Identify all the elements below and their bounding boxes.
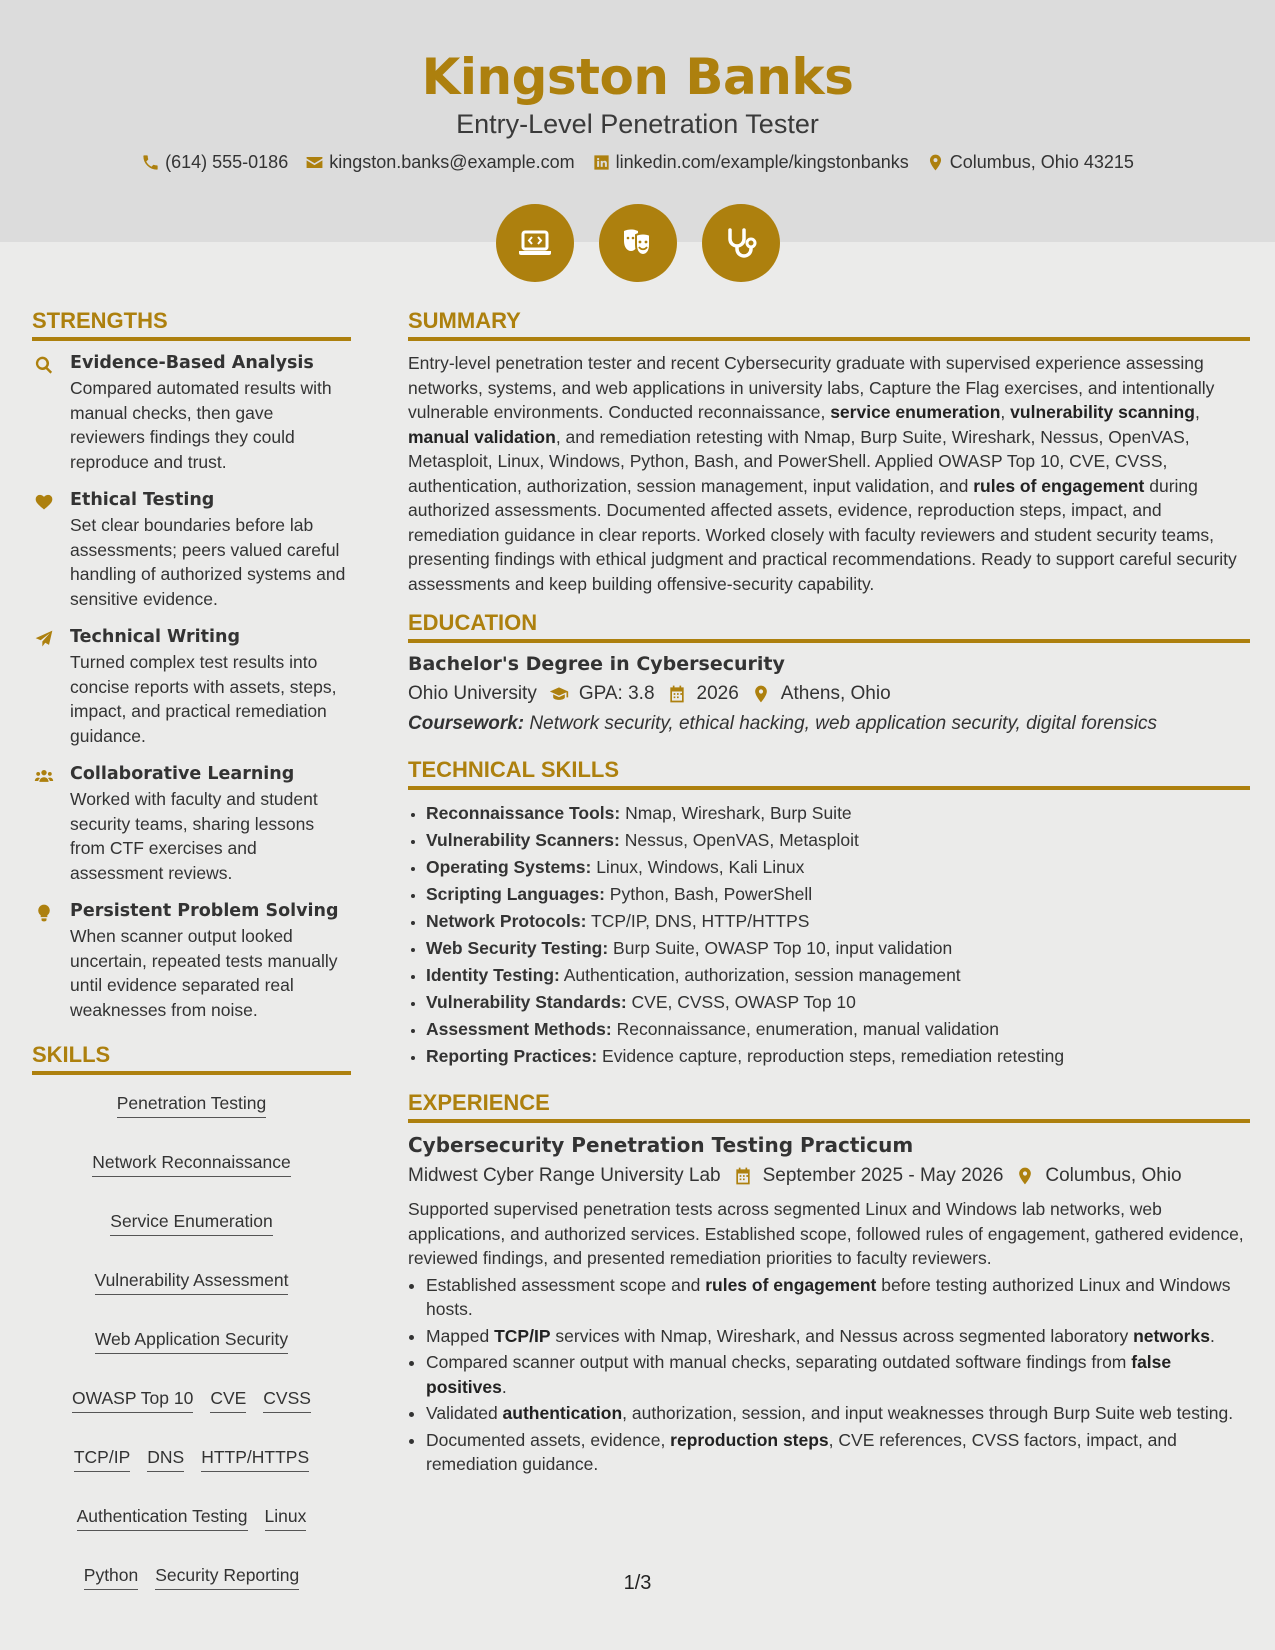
strength-desc: Worked with faculty and student security teams, sharing lessons from CTF exercises and assessment reviews. bbox=[70, 789, 318, 883]
skill-value: Nessus, OpenVAS, Metasploit bbox=[624, 830, 859, 850]
envelope-icon bbox=[305, 153, 324, 172]
experience-location: Columbus, Ohio bbox=[1045, 1165, 1182, 1186]
strength-title: Technical Writing bbox=[70, 627, 241, 647]
strength-title: Persistent Problem Solving bbox=[70, 901, 339, 921]
right-column bbox=[408, 308, 1250, 1479]
list-item: • Documented assets, evidence, reproduction steps, CVE references, CVSS factors, impact, and remediation guidance. bbox=[426, 1428, 1250, 1477]
contact-phone[interactable] bbox=[141, 152, 288, 173]
experience-description: Supported supervised penetration tests across segmented Linux and Windows lab networks, web applications, and authorized services. Established scope, followed rules of engagement, gathered evidence, reviewed findings, and presented remediation priorities to faculty reviewers. bbox=[408, 1199, 1244, 1268]
emphasis-text: TCP/IP bbox=[494, 1325, 551, 1346]
skill-label: Identity Testing: bbox=[426, 965, 560, 985]
left-column bbox=[32, 308, 351, 1590]
list-item bbox=[426, 854, 1250, 881]
graduation-year: 2026 bbox=[696, 683, 739, 704]
school-location: Athens, Ohio bbox=[780, 683, 891, 704]
skill-chip: Authentication Testing bbox=[77, 1504, 248, 1531]
skill-chip: CVE bbox=[210, 1386, 246, 1413]
list-item: • Validated authentication, authorization, session, and input weaknesses through Burp Suite web testing. bbox=[426, 1401, 1250, 1426]
search-icon bbox=[34, 355, 54, 375]
list-item bbox=[426, 827, 1250, 854]
experience-bullets bbox=[408, 1273, 1250, 1477]
linkedin-text: linkedin.com/example/kingstonbanks bbox=[615, 152, 909, 172]
list-item bbox=[426, 935, 1250, 962]
skill-chip: CVSS bbox=[263, 1386, 311, 1413]
strength-item bbox=[32, 351, 351, 474]
skill-value: CVE, CVSS, OWASP Top 10 bbox=[631, 992, 856, 1012]
gpa: GPA: 3.8 bbox=[578, 683, 655, 704]
strength-title: Collaborative Learning bbox=[70, 764, 295, 784]
strength-item bbox=[32, 762, 351, 885]
list-item: • Mapped TCP/IP services with Nmap, Wireshark, and Nessus across segmented laboratory networks. bbox=[426, 1324, 1250, 1349]
linkedin-icon bbox=[592, 153, 611, 172]
list-item bbox=[426, 1043, 1250, 1070]
users-icon bbox=[34, 766, 54, 786]
calendar-icon bbox=[733, 1166, 753, 1186]
list-item bbox=[426, 989, 1250, 1016]
list-item bbox=[426, 908, 1250, 935]
contact-linkedin[interactable] bbox=[592, 152, 909, 173]
skill-label: Web Security Testing: bbox=[426, 938, 609, 958]
degree-title: Bachelor's Degree in Cybersecurity bbox=[408, 653, 785, 675]
skills-section bbox=[32, 1042, 351, 1590]
emphasis-text: vulnerability scanning bbox=[1010, 402, 1195, 422]
skill-value: Nmap, Wireshark, Burp Suite bbox=[625, 803, 852, 823]
skill-value: Evidence capture, reproduction steps, remediation retesting bbox=[602, 1046, 1065, 1066]
list-item bbox=[426, 800, 1250, 827]
emphasis-text: rules of engagement bbox=[973, 475, 1145, 496]
skill-chip: OWASP Top 10 bbox=[72, 1386, 193, 1413]
stethoscope-icon bbox=[702, 204, 780, 282]
summary-text: Entry-level penetration tester and recent Cybersecurity graduate with supervised experience assessing networks, systems, and web applications in university labs, Capture the Flag exercises, and intentionally vulnerable environments. Conducted reconnaissance, service enumeration, vulnerability scanning, manual validation, and remediation retesting with Nmap, Burp Suite, Wireshark, Nessus, OpenVAS, Metasploit, Linux, Windows, Python, Bash, and PowerShell. Applied OWASP Top 10, CVE, CVSS, authentication, authorization, session management, input validation, and rules of engagement during authorized assessments. Documented affected assets, evidence, reproduction steps, impact, and remediation guidance in clear reports. Worked closely with faculty reviewers and student security teams, presenting findings with ethical judgment and practical recommendations. Ready to support careful security assessments and keep building offensive-security capability. bbox=[408, 353, 1237, 594]
phone-text: (614) 555-0186 bbox=[165, 152, 289, 172]
skills-chip-list bbox=[32, 1085, 351, 1590]
contact-bar bbox=[0, 152, 1275, 173]
emphasis-text: false positives bbox=[426, 1352, 1172, 1397]
organization: Midwest Cyber Range University Lab bbox=[408, 1165, 721, 1186]
list-item bbox=[426, 1016, 1250, 1043]
strength-desc: When scanner output looked uncertain, repeated tests manually until evidence separated real weaknesses from noise. bbox=[70, 926, 338, 1020]
skill-chip: Vulnerability Assessment bbox=[95, 1268, 289, 1295]
emphasis-text: authentication bbox=[502, 1403, 623, 1423]
laptop-code-icon bbox=[496, 204, 574, 282]
skill-chip: Penetration Testing bbox=[117, 1091, 267, 1118]
skill-value: TCP/IP, DNS, HTTP/HTTPS bbox=[591, 911, 810, 931]
summary-section bbox=[408, 308, 1250, 596]
school-name: Ohio University bbox=[408, 683, 537, 704]
strength-desc: Turned complex test results into concise reports with assets, steps, impact, and practical remediation guidance. bbox=[70, 652, 337, 746]
email-text: kingston.banks@example.com bbox=[329, 152, 575, 172]
map-pin-icon bbox=[1015, 1166, 1035, 1186]
emphasis-text: service enumeration bbox=[830, 402, 1001, 422]
strength-desc: Compared automated results with manual checks, then gave reviewers findings they could reproduce and trust. bbox=[70, 378, 332, 472]
technical-skills-heading: TECHNICAL SKILLS bbox=[408, 757, 1250, 790]
strength-item bbox=[32, 899, 351, 1022]
emphasis-text: manual validation bbox=[408, 426, 556, 447]
skill-label: Reporting Practices: bbox=[426, 1046, 598, 1066]
education-heading: EDUCATION bbox=[408, 610, 1250, 643]
theater-masks-icon bbox=[599, 204, 677, 282]
skill-chip: DNS bbox=[147, 1445, 184, 1472]
emphasis-text: networks bbox=[1133, 1325, 1210, 1346]
strength-title: Ethical Testing bbox=[70, 490, 215, 510]
skill-label: Reconnaissance Tools: bbox=[426, 803, 621, 823]
paper-plane-icon bbox=[34, 629, 54, 649]
education-section bbox=[408, 610, 1250, 735]
experience-heading: EXPERIENCE bbox=[408, 1090, 1250, 1123]
skill-chip: Network Reconnaissance bbox=[92, 1150, 290, 1177]
badge-row bbox=[0, 204, 1275, 282]
list-item bbox=[426, 881, 1250, 908]
location-text: Columbus, Ohio 43215 bbox=[949, 152, 1134, 172]
technical-skills-list bbox=[408, 800, 1250, 1070]
strengths-section bbox=[32, 308, 351, 1022]
page-number: 1/3 bbox=[623, 1572, 652, 1594]
skill-value: Python, Bash, PowerShell bbox=[609, 884, 813, 904]
map-pin-icon bbox=[751, 684, 771, 704]
skill-label: Assessment Methods: bbox=[426, 1019, 612, 1039]
skill-chip: TCP/IP bbox=[74, 1445, 130, 1472]
strength-title: Evidence-Based Analysis bbox=[70, 353, 314, 373]
list-item bbox=[426, 962, 1250, 989]
heart-icon bbox=[34, 492, 54, 512]
skills-heading: SKILLS bbox=[32, 1042, 351, 1075]
skill-chip: Linux bbox=[265, 1504, 307, 1531]
role-title: Cybersecurity Penetration Testing Practicum bbox=[408, 1133, 914, 1157]
strength-desc: Set clear boundaries before lab assessments; peers valued careful handling of authorized systems and sensitive evidence. bbox=[70, 515, 346, 609]
strengths-heading: STRENGTHS bbox=[32, 308, 351, 341]
summary-heading: SUMMARY bbox=[408, 308, 1250, 341]
emphasis-text: rules of engagement bbox=[705, 1274, 877, 1295]
skill-label: Scripting Languages: bbox=[426, 884, 605, 904]
employment-dates: September 2025 - May 2026 bbox=[762, 1165, 1004, 1186]
list-item: • Established assessment scope and rules of engagement before testing authorized Linux and Windows hosts. bbox=[426, 1273, 1250, 1322]
list-item: • Compared scanner output with manual checks, separating outdated software findings from false positives. bbox=[426, 1350, 1250, 1399]
skill-label: Operating Systems: bbox=[426, 857, 592, 877]
lightbulb-icon bbox=[34, 903, 54, 923]
skill-value: Linux, Windows, Kali Linux bbox=[596, 857, 805, 877]
coursework-label: Coursework: bbox=[408, 713, 525, 734]
contact-email[interactable] bbox=[305, 152, 574, 173]
skill-value: Burp Suite, OWASP Top 10, input validation bbox=[613, 938, 953, 958]
strength-item bbox=[32, 488, 351, 611]
emphasis-text: reproduction steps bbox=[670, 1429, 829, 1450]
coursework-text: Network security, ethical hacking, web application security, digital forensics bbox=[529, 713, 1158, 734]
skill-label: Network Protocols: bbox=[426, 911, 587, 931]
strength-item bbox=[32, 625, 351, 748]
skill-chip: Service Enumeration bbox=[110, 1209, 272, 1236]
contact-location bbox=[926, 152, 1134, 173]
skill-chip: Security Reporting bbox=[155, 1563, 299, 1590]
skill-value: Reconnaissance, enumeration, manual validation bbox=[616, 1019, 999, 1039]
graduation-cap-icon bbox=[549, 684, 569, 704]
experience-section bbox=[408, 1090, 1250, 1477]
map-pin-icon bbox=[926, 153, 945, 172]
skill-chip: HTTP/HTTPS bbox=[201, 1445, 309, 1472]
skill-chip: Web Application Security bbox=[95, 1327, 288, 1354]
skill-label: Vulnerability Standards: bbox=[426, 992, 627, 1012]
phone-icon bbox=[141, 153, 160, 172]
skill-value: Authentication, authorization, session management bbox=[563, 965, 961, 985]
skill-label: Vulnerability Scanners: bbox=[426, 830, 620, 850]
job-title: Entry-Level Penetration Tester bbox=[456, 109, 819, 139]
education-meta bbox=[408, 683, 1250, 705]
experience-meta bbox=[408, 1165, 1250, 1187]
coursework bbox=[408, 713, 1250, 735]
calendar-icon bbox=[667, 684, 687, 704]
skill-chip: Python bbox=[84, 1563, 138, 1590]
technical-skills-section bbox=[408, 757, 1250, 1070]
candidate-name: Kingston Banks bbox=[421, 48, 854, 106]
